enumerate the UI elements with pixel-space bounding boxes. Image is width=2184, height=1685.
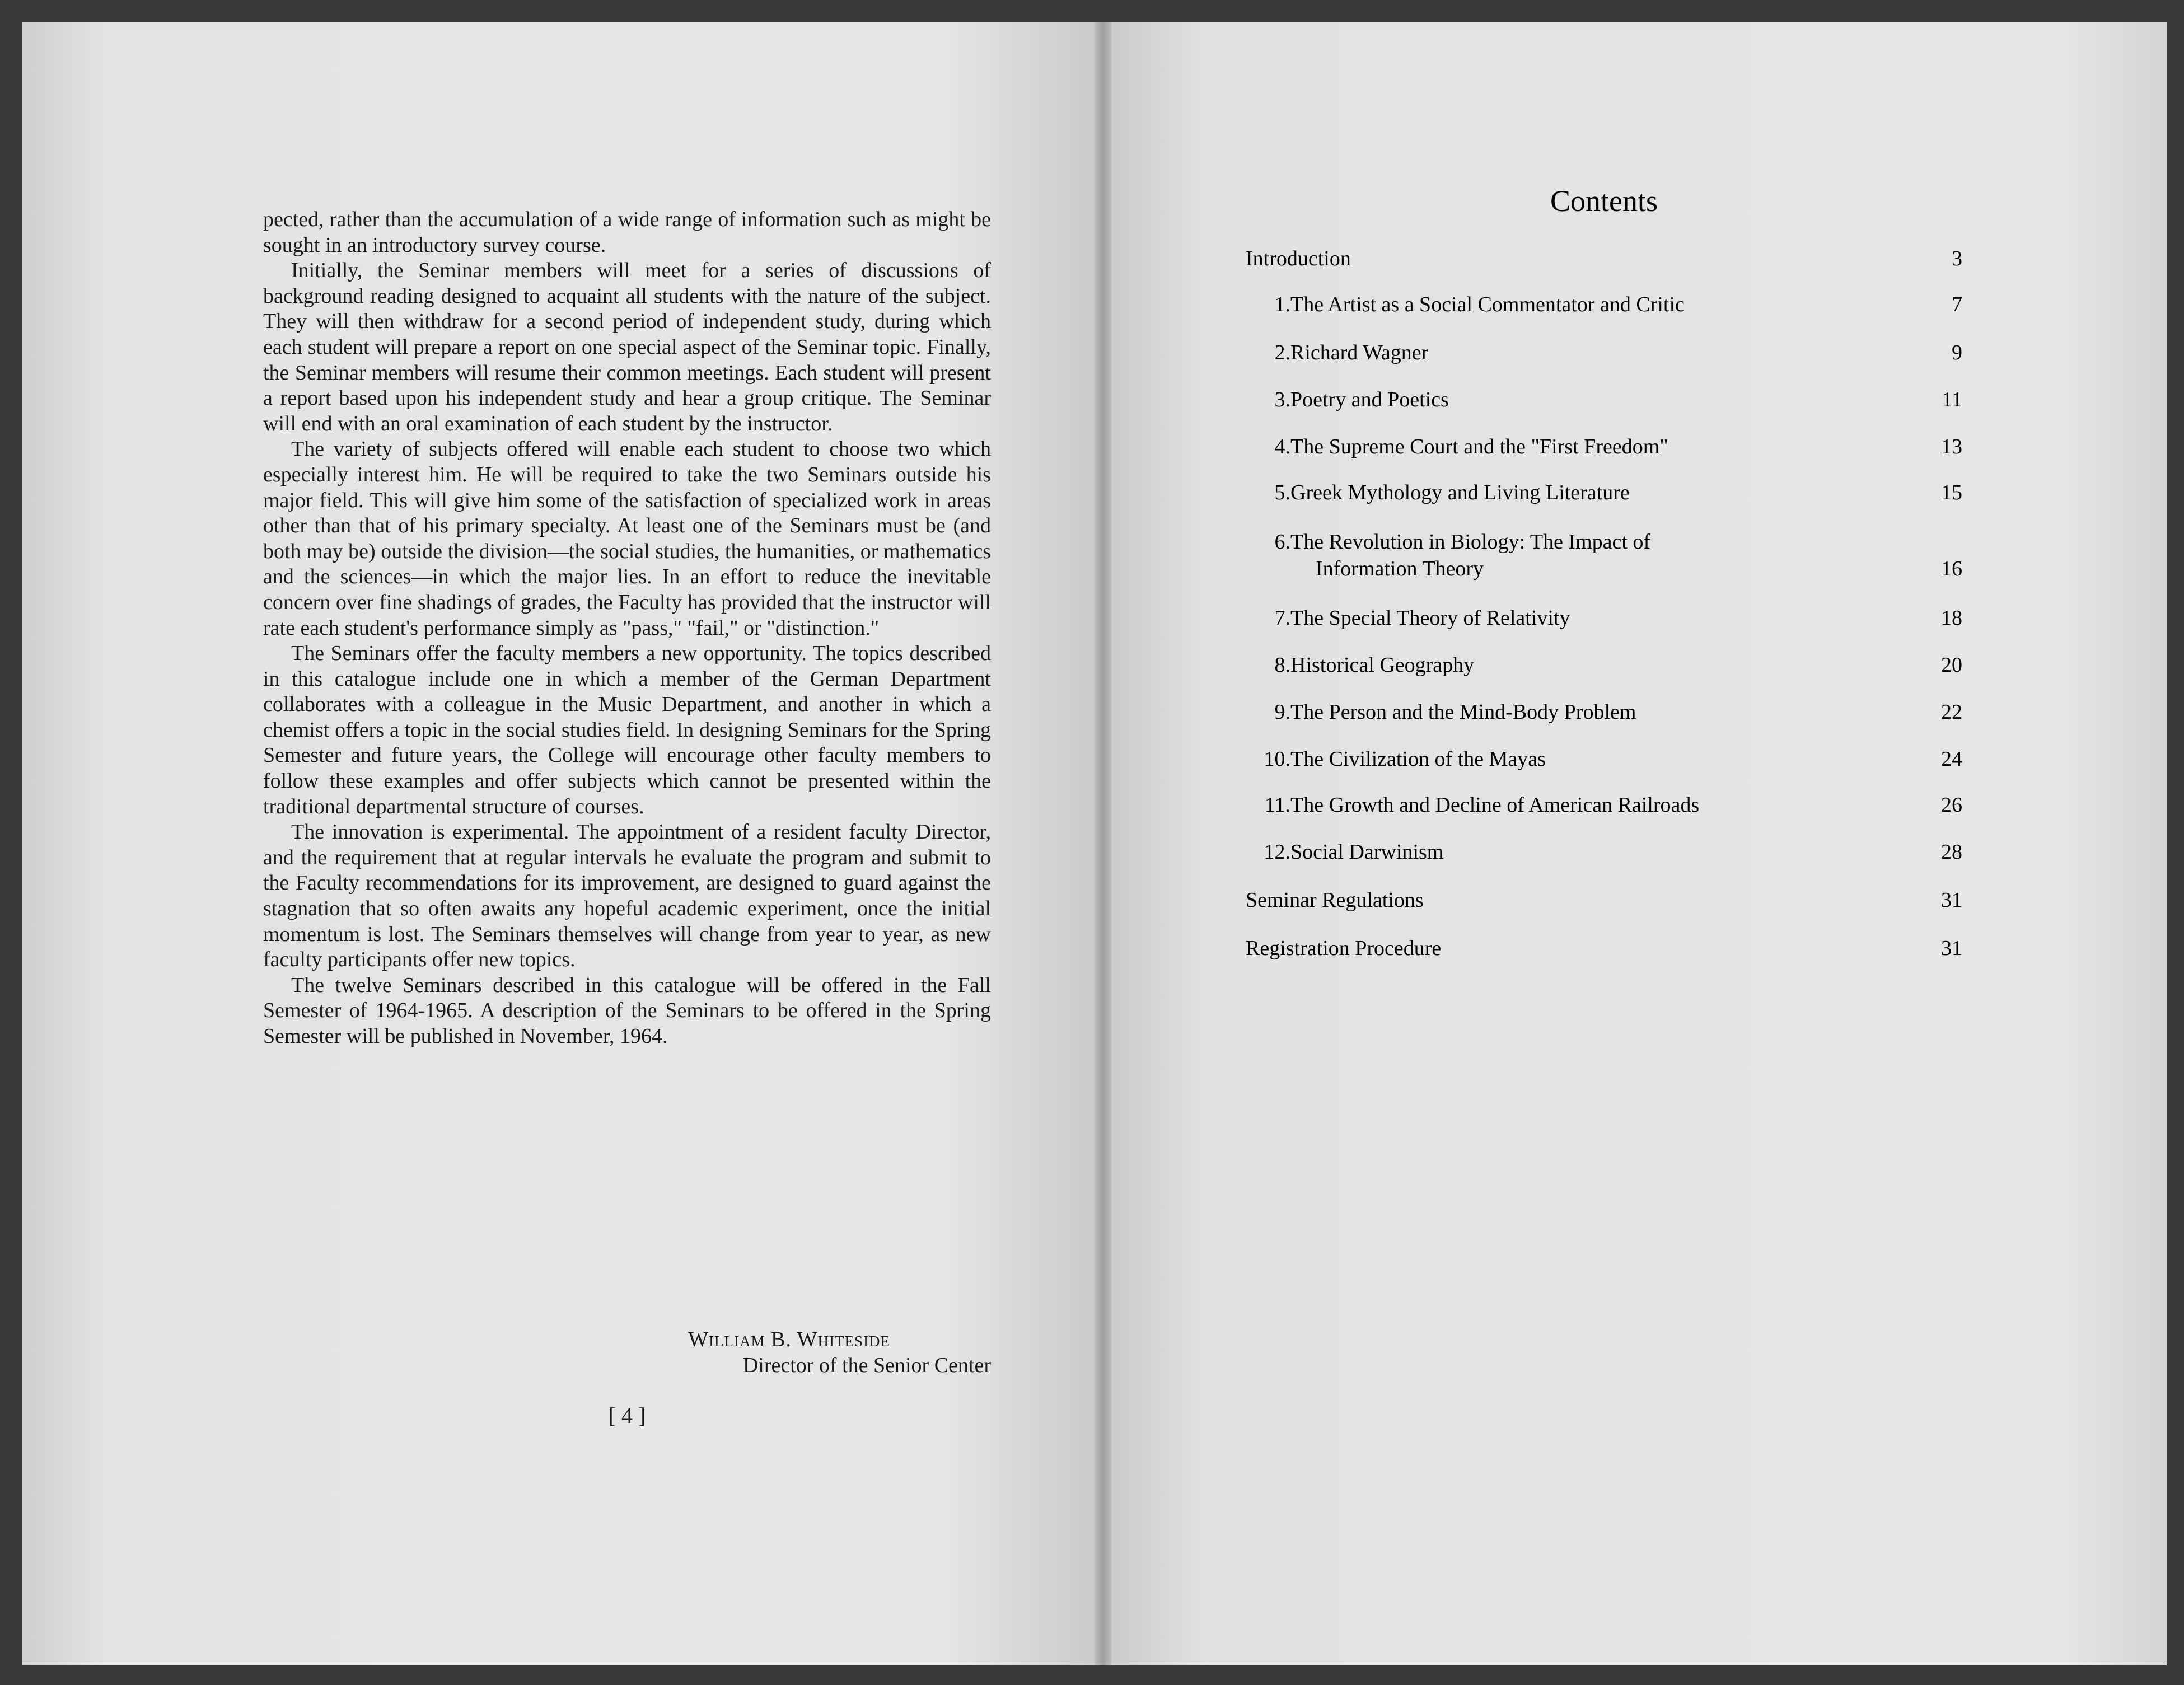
- paragraph: The variety of subjects offered will enable each student to choose two which especially interest him. He will be required to take the two Seminars outside his major field. This will give him some of the satisfaction of specialized work in areas other than that of his primary specialty. At least one of the Seminars must be (and both may be) outside the division—the social studies, the humanities, or mathematics and the sciences—in which the major lies. In an effort to reduce the inevitable concern over fine shadings of grades, the Faculty has provided that the instructor will rate each student's performance simply as "pass," "fail," or "distinction.": [263, 437, 991, 640]
- toc-entry-title: Social Darwinism: [1290, 840, 1444, 864]
- toc-entry: [1246, 246, 1962, 272]
- toc-entry-page: 11: [1942, 388, 1962, 411]
- toc-entry-title: Introduction: [1246, 247, 1351, 270]
- toc-entry-page: 7: [1952, 293, 1962, 316]
- toc-entry-title: The Growth and Decline of American Railroads: [1290, 793, 1700, 817]
- toc-entry-title: Registration Procedure: [1246, 937, 1442, 960]
- toc-entry-number: 3.: [1274, 388, 1290, 411]
- toc-entry-page: 24: [1941, 747, 1962, 771]
- toc-entry-number: 9.: [1274, 700, 1290, 724]
- toc-entry-page: 31: [1941, 888, 1962, 912]
- paragraph: The Seminars offer the faculty members a new opportunity. The topics described in this catalogue include one in which a member of the German Department collaborates with a colleague in the Music Department, and another in which a chemist offers a topic in the social studies field. In designing Seminars for the Spring Semester and future years, the College will encourage other faculty members to follow these examples and offer subjects which cannot be presented within the traditional departmental structure of courses.: [263, 642, 991, 818]
- paragraph: The innovation is experimental. The appointment of a resident faculty Director, and the requirement that at regular intervals he evaluate the program and submit to the Faculty recommendations for its improvement, are designed to guard against the stagnation that so often awaits any hopeful academic experiment, once the initial momentum is lost. The Seminars themselves will change from year to year, as new faculty participants offer new topics.: [263, 820, 991, 972]
- contents-title: Contents: [1550, 184, 1658, 218]
- body-text: [263, 207, 991, 1050]
- toc-entry-number: 6.: [1274, 530, 1290, 554]
- toc-entry: [1246, 292, 1962, 318]
- toc-entry-number: 5.: [1274, 481, 1290, 504]
- toc-entry-number: 10.: [1264, 747, 1290, 771]
- signature-title: Director of the Senior Center: [742, 1354, 991, 1377]
- toc-entry-title: The Artist as a Social Commentator and Critic: [1290, 293, 1685, 316]
- toc-entry: [1246, 747, 1962, 773]
- toc-entry-page: 20: [1941, 653, 1962, 677]
- toc-entry-title: The Civilization of the Mayas: [1290, 747, 1546, 771]
- toc-entry-page: 3: [1952, 247, 1962, 270]
- toc-entry-title: The Person and the Mind-Body Problem: [1290, 700, 1636, 724]
- toc-entry: [1246, 434, 1962, 460]
- toc-entry-number: 11.: [1264, 793, 1290, 817]
- toc-entry-page: 26: [1941, 793, 1962, 817]
- toc-entry: [1246, 480, 1962, 506]
- toc-entry-title: Poetry and Poetics: [1290, 388, 1449, 411]
- toc-entry-title-continued: Information Theory: [1316, 557, 1484, 581]
- toc-entry: [1246, 888, 1962, 914]
- toc-entry-page: 13: [1941, 435, 1962, 458]
- toc-entry-title: Greek Mythology and Living Literature: [1290, 481, 1630, 504]
- toc-entry: [1246, 606, 1962, 631]
- toc-entry: [1246, 530, 1962, 581]
- toc-entry-number: 7.: [1274, 606, 1290, 630]
- toc-entry-number: 4.: [1274, 435, 1290, 458]
- toc-entry-number: 8.: [1274, 653, 1290, 677]
- paragraph: Initially, the Seminar members will meet for a series of discussions of background reading designed to acquaint all students with the nature of the subject. They will then withdraw for a second period of independent study, during which each student will prepare a report on one special aspect of the Seminar topic. Finally, the Seminar members will resume their common meetings. Each student will present a report based upon his independent study and hear a group critique. The Seminar will end with an oral examination of each student by the instructor.: [263, 259, 991, 436]
- toc-entry-number: 1.: [1274, 293, 1290, 316]
- toc-entry-number: 2.: [1274, 341, 1290, 364]
- signature-block: [263, 1327, 991, 1378]
- toc-entry-page: 18: [1941, 606, 1962, 630]
- toc-entry: [1246, 793, 1962, 818]
- toc-entry-page: 22: [1941, 700, 1962, 724]
- toc-entry-page: 9: [1952, 341, 1962, 364]
- toc-entry-page: 16: [1941, 557, 1962, 581]
- toc-entry-title: The Special Theory of Relativity: [1290, 606, 1570, 630]
- toc-entry-page: 15: [1941, 481, 1962, 504]
- toc-entry-title: The Revolution in Biology: The Impact of: [1290, 530, 1651, 554]
- toc-entry-title: Richard Wagner: [1290, 341, 1429, 364]
- toc-entry: [1246, 653, 1962, 678]
- paragraph: pected, rather than the accumulation of a wide range of information such as might be sought in an introductory survey course.: [263, 208, 991, 257]
- toc-entry: [1246, 340, 1962, 366]
- toc-entry-page: 28: [1941, 840, 1962, 864]
- toc-entry-number: 12.: [1264, 840, 1290, 864]
- toc-entry: [1246, 936, 1962, 962]
- left-page: [22, 22, 1103, 1665]
- signature-name: William B. Whiteside: [688, 1328, 890, 1351]
- toc-entry: [1246, 387, 1962, 413]
- toc-entry: [1246, 700, 1962, 726]
- book-gutter: [1095, 22, 1111, 1665]
- page-number: [ 4 ]: [608, 1403, 646, 1428]
- toc-entry-title: Historical Geography: [1290, 653, 1475, 677]
- toc-entry-title: The Supreme Court and the "First Freedom": [1290, 435, 1668, 458]
- toc-entry-page: 31: [1941, 937, 1962, 960]
- paragraph: The twelve Seminars described in this catalogue will be offered in the Fall Semester of 1964-1965. A description of the Seminars to be offered in the Spring Semester will be published in November, 1964.: [263, 973, 991, 1048]
- toc-entry-title: Seminar Regulations: [1246, 888, 1424, 912]
- toc-entry: [1246, 840, 1962, 865]
